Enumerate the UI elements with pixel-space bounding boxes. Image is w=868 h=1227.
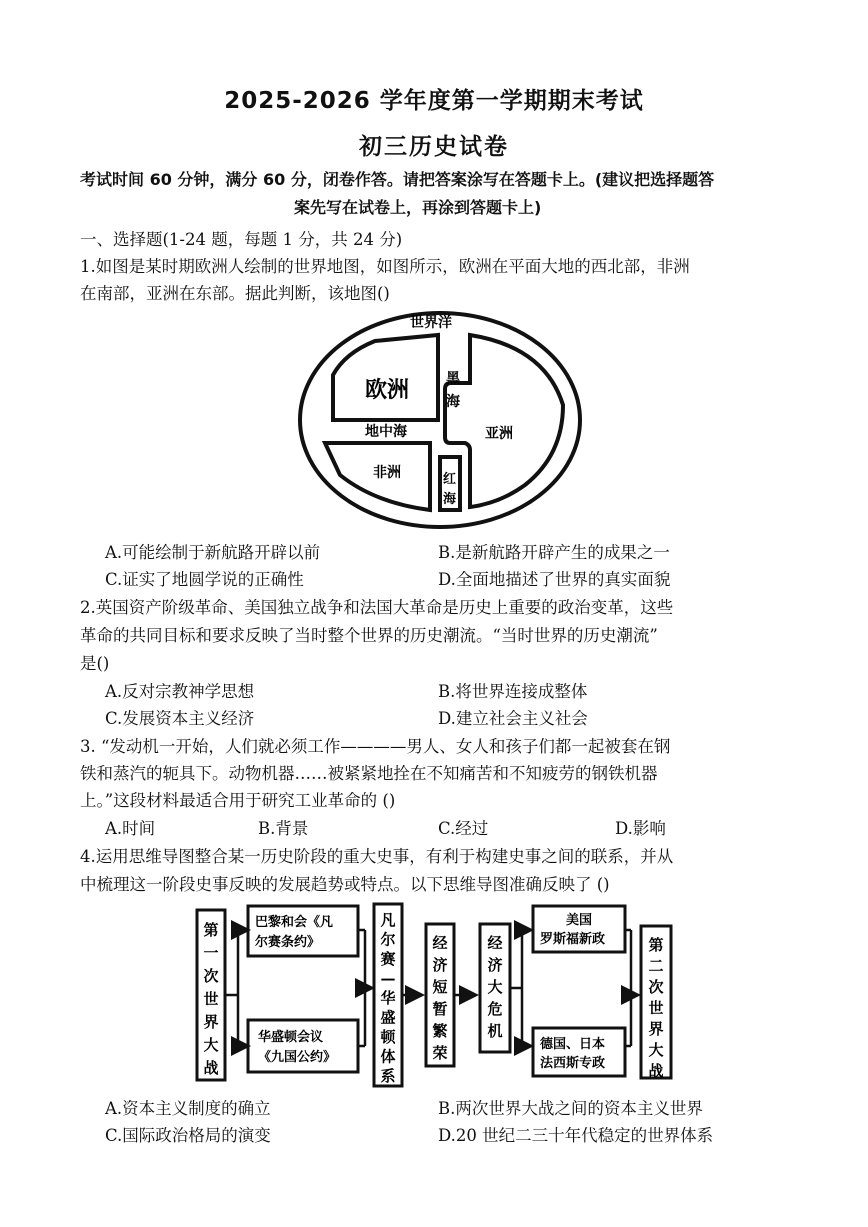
q2-stem-line-2: 革命的共同目标和要求反映了当时整个世界的历史潮流。“当时世界的历史潮流” [80, 626, 658, 645]
mindmap-boom-char: 济 [432, 956, 448, 974]
instructions-line-2: 案先写在试卷上，再涂到答题卡上) [294, 198, 542, 217]
q3-stem-line-3: 上。”这段材料最适合用于研究工业革命的 () [80, 791, 396, 810]
mindmap-system-char: 华 [380, 989, 396, 1007]
exam-title: 2025-2026 学年度第一学期期末考试 [224, 88, 644, 114]
mindmap-system-char: 尔 [380, 930, 396, 949]
q1-option-b: B.是新航路开辟产生的成果之一 [438, 543, 670, 562]
q3-option-b: B.背景 [258, 819, 309, 838]
mindmap-ww2-char: 二 [648, 957, 664, 975]
mindmap-germany-line-2: 法西斯专政 [540, 1056, 606, 1071]
q3-option-c: C.经过 [438, 819, 489, 838]
mindmap-crisis-char: 危 [487, 1000, 503, 1018]
mindmap-usa-line-2: 罗斯福新政 [540, 932, 606, 947]
mindmap-system-char: 凡 [380, 911, 396, 929]
world-map-figure [295, 305, 590, 535]
mindmap-system-char: 赛 [380, 950, 396, 968]
q1-option-c: C.证实了地圆学说的正确性 [105, 570, 304, 589]
mindmap-ww1-char: 战 [203, 1059, 219, 1077]
mindmap-boom-char: 繁 [432, 1022, 448, 1040]
q3-option-a: A.时间 [105, 819, 156, 838]
mindmap-boom-text [432, 934, 447, 1062]
q2-option-b: B.将世界连接成整体 [438, 682, 588, 701]
q1-stem-line-2: 在南部，亚洲在东部。据此判断，该地图() [80, 284, 390, 303]
q4-option-a: A.资本主义制度的确立 [105, 1099, 271, 1118]
q3-stem-line-1: 3. “发动机一开始，人们就必须工作————男人、女人和孩子们都一起被套在钢 [80, 737, 671, 756]
map-label-black-sea-2: 海 [446, 394, 460, 410]
mindmap-ww2-char: 次 [648, 978, 664, 996]
mindmap-washington-line-2: 《九国公约》 [258, 1050, 337, 1065]
mindmap-ww2-char: 世 [648, 999, 664, 1017]
mindmap-ww1-char: 世 [203, 990, 219, 1008]
q3-option-d: D.影响 [615, 819, 666, 838]
mindmap-figure [190, 900, 680, 1092]
map-label-black-sea-1: 黑 [446, 371, 460, 387]
mindmap-boom-char: 荣 [432, 1044, 448, 1062]
mindmap-usa-line-1: 美国 [566, 913, 593, 928]
mindmap-crisis-char: 经 [487, 934, 503, 952]
instructions-line-1: 考试时间 60 分钟，满分 60 分，闭卷作答。请把答案涂写在答题卡上。(建议把选择题答 [80, 170, 715, 189]
map-label-red-sea-2: 海 [443, 492, 457, 507]
section-heading: 一、选择题(1-24 题，每题 1 分，共 24 分) [80, 230, 403, 249]
mindmap-ww2-char: 界 [648, 1020, 664, 1038]
map-label-ocean: 世界洋 [410, 315, 452, 331]
mindmap-crisis-text [487, 934, 502, 1040]
mindmap-ww1-char: 界 [203, 1013, 219, 1031]
mindmap-boom-char: 暂 [432, 1000, 448, 1018]
mindmap-germany-line-1: 德国、日本 [540, 1037, 606, 1052]
mindmap-system-char: 顿 [380, 1028, 396, 1046]
q1-option-d: D.全面地描述了世界的真实面貌 [438, 570, 671, 589]
map-label-red-sea-1: 红 [443, 472, 457, 487]
q4-stem-line-2: 中梳理这一阶段史事反映的发展趋势或特点。以下思维导图准确反映了 () [80, 875, 610, 894]
mindmap-ww2-text [648, 936, 663, 1080]
mindmap-ww1-text [203, 921, 218, 1077]
mindmap-ww1-char: 一 [203, 944, 219, 962]
map-label-asia: 亚洲 [485, 426, 513, 442]
mindmap-crisis-char: 济 [487, 956, 503, 974]
q4-option-d: D.20 世纪二三十年代稳定的世界体系 [438, 1126, 714, 1145]
mindmap-paris-line-2: 尔赛条约》 [255, 935, 321, 950]
mindmap-crisis-char: 机 [487, 1022, 503, 1040]
mindmap-ww1-char: 第 [203, 921, 219, 939]
q1-stem-line-1: 1.如图是某时期欧洲人绘制的世界地图，如图所示，欧洲在平面大地的西北部，非洲 [80, 257, 690, 276]
q4-option-b: B.两次世界大战之间的资本主义世界 [438, 1099, 703, 1118]
mindmap-boom-char: 短 [432, 978, 448, 996]
mindmap-ww1-char: 次 [203, 967, 219, 985]
mindmap-system-char: 系 [380, 1067, 396, 1085]
mindmap-ww2-char: 战 [648, 1062, 664, 1080]
mindmap-ww2-char: 大 [648, 1041, 664, 1059]
q2-option-c: C.发展资本主义经济 [105, 709, 255, 728]
q2-stem-line-1: 2.英国资产阶级革命、美国独立战争和法国大革命是历史上重要的政治变革，这些 [80, 598, 674, 617]
mindmap-system-char: — [380, 969, 396, 988]
map-label-africa: 非洲 [373, 465, 401, 481]
mindmap-system-char: 盛 [380, 1008, 396, 1027]
map-label-mediterranean: 地中海 [365, 424, 407, 440]
mindmap-ww2-char: 第 [648, 936, 664, 954]
mindmap-ww1-char: 大 [203, 1036, 219, 1054]
asia-region [445, 335, 563, 507]
q2-option-d: D.建立社会主义社会 [438, 709, 588, 728]
mindmap-washington-line-1: 华盛顿会议 [258, 1030, 324, 1045]
mindmap-paris-line-1: 巴黎和会《凡 [255, 915, 334, 930]
mindmap-system-text [380, 911, 396, 1085]
q2-stem-line-3: 是() [80, 654, 110, 673]
exam-subtitle: 初三历史试卷 [359, 134, 509, 160]
q3-stem-line-2: 铁和蒸汽的轭具下。动物机器……被紧紧地拴在不知痛苦和不知疲劳的钢铁机器 [80, 764, 658, 783]
mindmap-system-char: 体 [380, 1047, 396, 1066]
q4-stem-line-1: 4.运用思维导图整合某一历史阶段的重大史事，有利于构建史事之间的联系，并从 [80, 847, 674, 866]
mindmap-crisis-char: 大 [487, 978, 503, 996]
q4-option-c: C.国际政治格局的演变 [105, 1126, 271, 1145]
q2-option-a: A.反对宗教神学思想 [105, 682, 255, 701]
map-label-europe: 欧洲 [365, 378, 410, 403]
mindmap-boom-char: 经 [432, 934, 448, 952]
q1-option-a: A.可能绘制于新航路开辟以前 [105, 543, 321, 562]
